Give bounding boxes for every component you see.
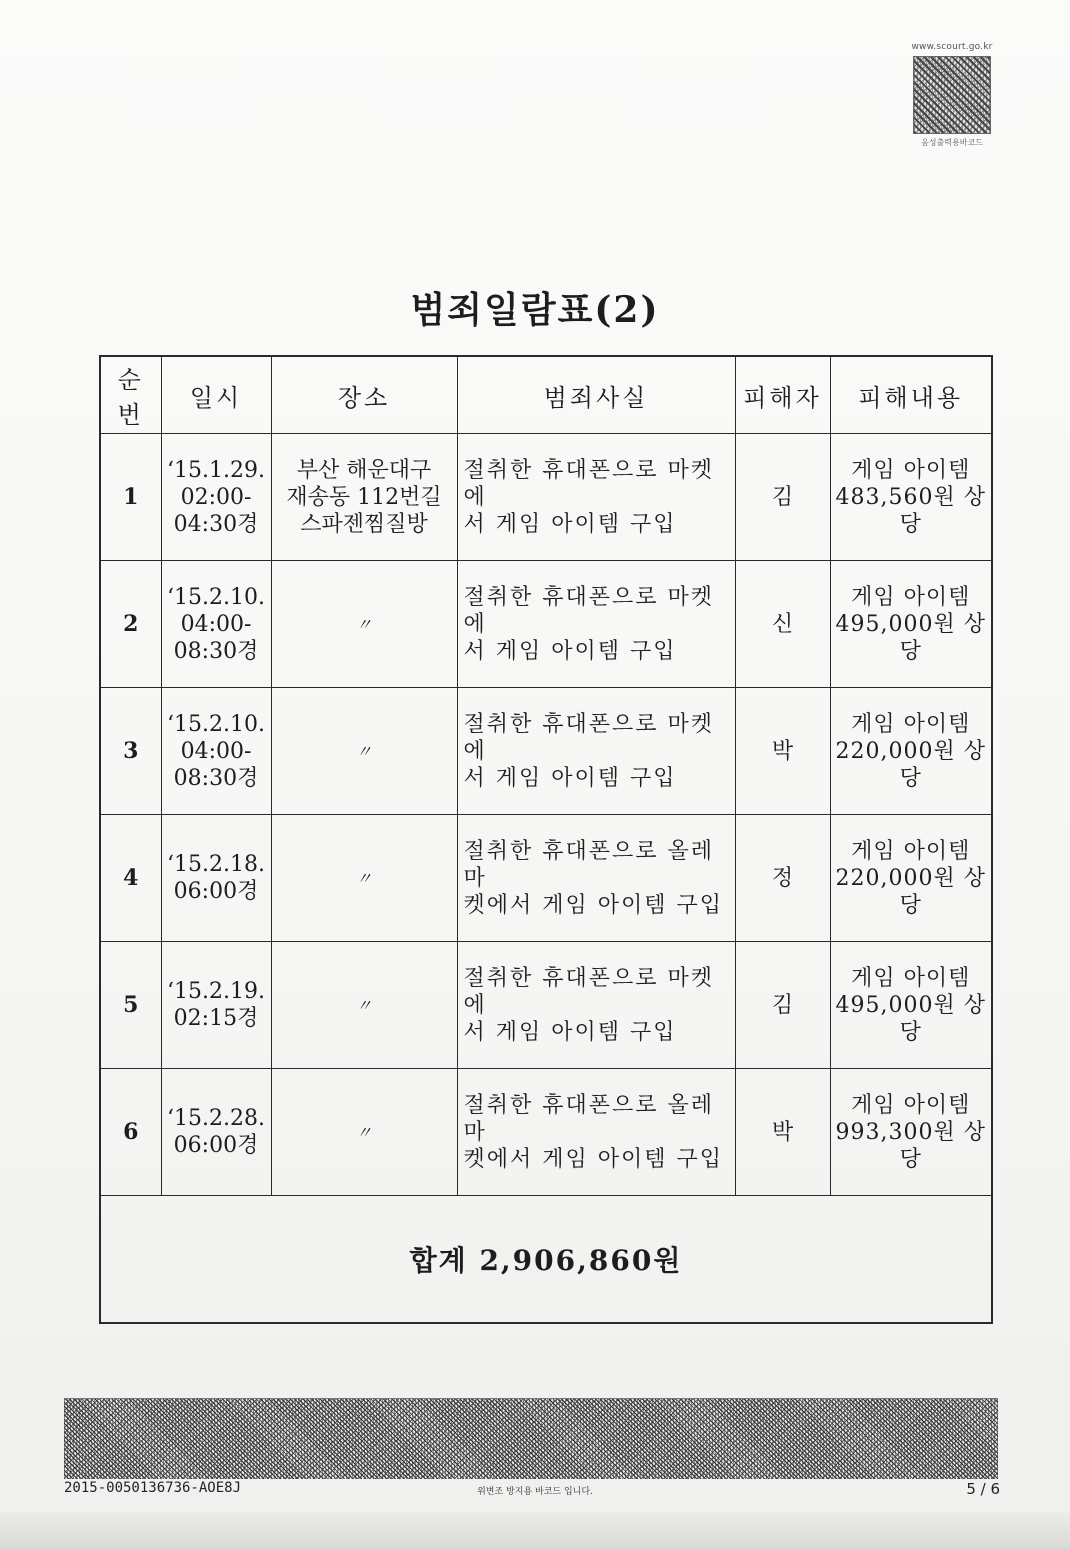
col-header-victim: 피해자 bbox=[735, 356, 830, 434]
document-id: 2015-0050136736-AOE8J bbox=[64, 1480, 242, 1496]
cell-datetime-line: ‘15.2.18. bbox=[167, 852, 265, 877]
court-url: www.scourt.go.kr bbox=[911, 42, 993, 52]
cell-place bbox=[271, 815, 457, 942]
scan-edge-shade bbox=[0, 1512, 1070, 1549]
cell-number: 6 bbox=[100, 1069, 161, 1196]
cell-datetime-line: ‘15.2.28. bbox=[167, 1106, 265, 1131]
cell-place-line: 〃 bbox=[355, 995, 372, 1015]
total-row bbox=[100, 1196, 992, 1324]
cell-fact bbox=[457, 688, 735, 815]
cell-victim: 박 bbox=[735, 1069, 830, 1196]
cell-damage-line: 게임 아이템 bbox=[851, 1092, 971, 1118]
table-row bbox=[100, 688, 992, 815]
barcode-caption: 음성출력용바코드 bbox=[921, 138, 983, 147]
cell-datetime bbox=[161, 688, 271, 815]
cell-datetime-line: 04:00- bbox=[180, 738, 252, 764]
cell-datetime-line: 08:30경 bbox=[173, 765, 259, 791]
cell-number: 2 bbox=[100, 561, 161, 688]
cell-place-line: 〃 bbox=[355, 868, 372, 888]
cell-damage bbox=[830, 1069, 992, 1196]
cell-damage-line: 게임 아이템 bbox=[851, 457, 971, 483]
cell-number: 5 bbox=[100, 942, 161, 1069]
cell-fact bbox=[457, 1069, 735, 1196]
col-header-damage: 피해내용 bbox=[830, 356, 992, 434]
cell-datetime-line: 02:15경 bbox=[173, 1006, 259, 1031]
cell-fact-line: 켓에서 게임 아이템 구입 bbox=[463, 1146, 724, 1172]
cell-damage-line: 483,560원 상당 bbox=[835, 484, 986, 537]
cell-place-line: 부산 해운대구 bbox=[296, 457, 432, 483]
col-header-fact: 범죄사실 bbox=[457, 356, 735, 434]
cell-victim: 김 bbox=[735, 434, 830, 561]
cell-datetime-line: ‘15.2.10. bbox=[167, 711, 265, 737]
cell-place bbox=[271, 942, 457, 1069]
cell-fact-line: 서 게임 아이템 구입 bbox=[463, 765, 677, 791]
cell-datetime-line: 04:30경 bbox=[173, 511, 259, 537]
cell-victim: 김 bbox=[735, 942, 830, 1069]
cell-datetime-line: 06:00경 bbox=[173, 879, 259, 904]
col-header-place: 장소 bbox=[271, 356, 457, 434]
cell-fact-line: 절취한 휴대폰으로 마켓에 bbox=[463, 584, 715, 637]
cell-fact-line: 서 게임 아이템 구입 bbox=[463, 638, 677, 664]
qr-code-block bbox=[906, 42, 998, 148]
cell-fact bbox=[457, 561, 735, 688]
cell-datetime-line: 02:00- bbox=[180, 484, 252, 510]
cell-datetime-line: 08:30경 bbox=[173, 638, 259, 664]
table-header-row bbox=[100, 356, 992, 434]
cell-datetime-line: 06:00경 bbox=[173, 1133, 259, 1158]
table-row bbox=[100, 942, 992, 1069]
cell-fact-line: 서 게임 아이템 구입 bbox=[463, 511, 677, 537]
cell-victim: 신 bbox=[735, 561, 830, 688]
cell-damage bbox=[830, 688, 992, 815]
cell-place-line: 스파젠찜질방 bbox=[300, 511, 428, 537]
cell-damage-line: 게임 아이템 bbox=[851, 584, 971, 610]
anti-forgery-barcode-icon bbox=[64, 1398, 998, 1479]
cell-damage bbox=[830, 561, 992, 688]
col-header-datetime: 일시 bbox=[161, 356, 271, 434]
cell-fact-line: 서 게임 아이템 구입 bbox=[463, 1019, 677, 1045]
cell-place bbox=[271, 434, 457, 561]
cell-damage-line: 게임 아이템 bbox=[851, 711, 971, 737]
page-title: 범죄일람표(2) bbox=[410, 289, 660, 331]
cell-damage-line: 게임 아이템 bbox=[851, 965, 971, 991]
cell-victim: 정 bbox=[735, 815, 830, 942]
cell-fact-line: 절취한 휴대폰으로 마켓에 bbox=[463, 965, 715, 1018]
cell-place bbox=[271, 561, 457, 688]
cell-datetime bbox=[161, 1069, 271, 1196]
cell-place-line: 재송동 112번길 bbox=[286, 484, 442, 510]
cell-fact-line: 절취한 휴대폰으로 올레마 bbox=[463, 1092, 715, 1145]
cell-fact bbox=[457, 815, 735, 942]
crime-list-table bbox=[99, 355, 993, 1324]
table-row bbox=[100, 561, 992, 688]
cell-damage-line: 993,300원 상당 bbox=[835, 1119, 986, 1172]
cell-fact-line: 켓에서 게임 아이템 구입 bbox=[463, 892, 724, 918]
cell-fact-line: 절취한 휴대폰으로 마켓에 bbox=[463, 711, 715, 764]
cell-place bbox=[271, 1069, 457, 1196]
cell-datetime bbox=[161, 561, 271, 688]
col-header-number: 순번 bbox=[100, 356, 161, 434]
cell-fact-line: 절취한 휴대폰으로 마켓에 bbox=[463, 457, 715, 510]
cell-fact bbox=[457, 942, 735, 1069]
anti-forgery-notice: 위변조 방지용 바코드 입니다. bbox=[477, 1487, 593, 1497]
cell-damage-line: 220,000원 상당 bbox=[835, 738, 986, 791]
cell-number: 3 bbox=[100, 688, 161, 815]
cell-damage-line: 495,000원 상당 bbox=[835, 992, 986, 1045]
cell-damage-line: 220,000원 상당 bbox=[835, 865, 986, 918]
cell-victim: 박 bbox=[735, 688, 830, 815]
cell-datetime bbox=[161, 942, 271, 1069]
cell-damage-line: 495,000원 상당 bbox=[835, 611, 986, 664]
cell-place bbox=[271, 688, 457, 815]
cell-number: 4 bbox=[100, 815, 161, 942]
cell-datetime-line: 04:00- bbox=[180, 611, 252, 637]
cell-number: 1 bbox=[100, 434, 161, 561]
cell-place-line: 〃 bbox=[355, 741, 372, 761]
cell-datetime bbox=[161, 434, 271, 561]
page-number: 5 / 6 bbox=[966, 1480, 1000, 1498]
table-row bbox=[100, 434, 992, 561]
cell-damage-line: 게임 아이템 bbox=[851, 838, 971, 864]
qr-code-icon bbox=[913, 56, 991, 134]
cell-damage bbox=[830, 942, 992, 1069]
cell-place-line: 〃 bbox=[355, 614, 372, 634]
table-row bbox=[100, 815, 992, 942]
cell-place-line: 〃 bbox=[355, 1122, 372, 1142]
total-amount: 합계 2,906,860원 bbox=[100, 1196, 992, 1324]
cell-fact-line: 절취한 휴대폰으로 올레마 bbox=[463, 838, 715, 891]
cell-datetime bbox=[161, 815, 271, 942]
table-row bbox=[100, 1069, 992, 1196]
cell-datetime-line: ‘15.1.29. bbox=[167, 457, 265, 483]
cell-fact bbox=[457, 434, 735, 561]
cell-damage bbox=[830, 815, 992, 942]
cell-damage bbox=[830, 434, 992, 561]
cell-datetime-line: ‘15.2.19. bbox=[167, 979, 265, 1004]
cell-datetime-line: ‘15.2.10. bbox=[167, 584, 265, 610]
